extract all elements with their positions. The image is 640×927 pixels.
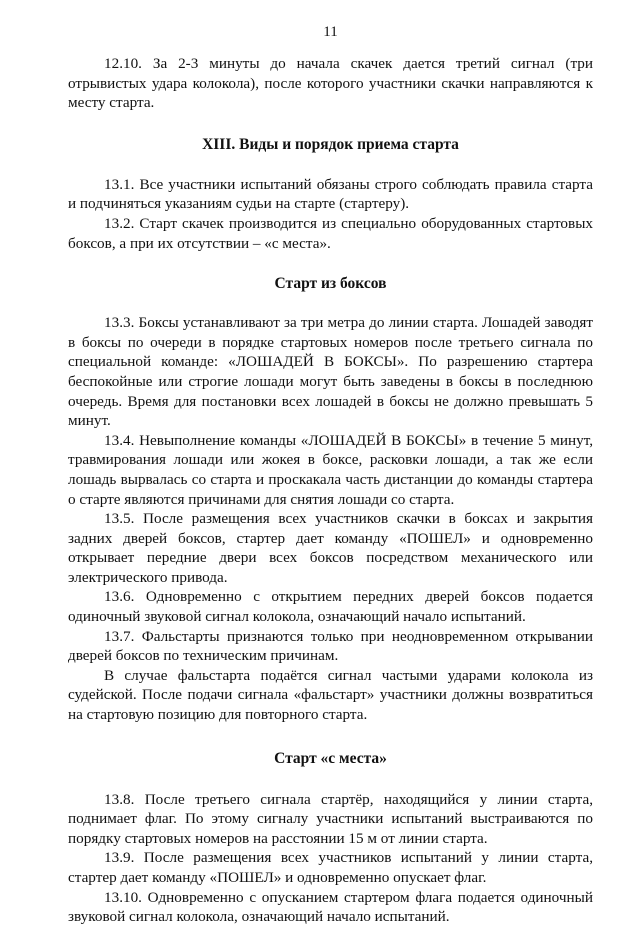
paragraph-13-7: 13.7. Фальстарты признаются только при неодновременном открывании дверей боксов по техническим причинам. xyxy=(68,627,593,665)
paragraph-13-4: 13.4. Невыполнение команды «ЛОШАДЕЙ В БОКСЫ» в течение 5 минут, травмирования лошади или жокея в боксе, расковки лошади, а так же если лошадь вырвалась со старта и проскакала часть дистанции до команды стартера о старте являются причинами для снятия лошади со старта. xyxy=(68,431,593,508)
paragraph-false-start: В случае фальстарта подаётся сигнал частыми ударами колокола из судейской. После подачи сигнала «фальстарт» участники должны возвратиться на стартовую позицию для повторного старта. xyxy=(68,666,593,724)
paragraph-13-9: 13.9. После размещения всех участников испытаний у линии старта, стартер дает команду «ПОШЕЛ» и одновременно опускает флаг. xyxy=(68,849,593,886)
subsection-heading-standing-start: Старт «с места» xyxy=(274,749,387,767)
paragraph-13-10: 13.10. Одновременно с опусканием стартером флага подается одиночный звуковой сигнал колокола, означающий начало испытаний. xyxy=(68,888,593,926)
paragraph-13-2: 13.2. Старт скачек производится из специально оборудованных стартовых боксов, а при их отсутствии – «с места». xyxy=(68,214,593,252)
page-number: 11 xyxy=(323,24,338,40)
section-heading: XIII. Виды и порядок приема старта xyxy=(202,135,459,153)
paragraph-12-10: 12.10. За 2-3 минуты до начала скачек дается третий сигнал (три отрывистых удара колокола), после которого участники скачки направляются к месту старта. xyxy=(68,55,593,112)
paragraph-13-1: 13.1. Все участники испытаний обязаны строго соблюдать правила старта и подчиняться указаниям судьи на старте (стартеру). xyxy=(68,175,593,213)
paragraph-13-3: 13.3. Боксы устанавливают за три метра до линии старта. Лошадей заводят в боксы по очереди в порядке стартовых номеров после третьего сигнала по специальной команде: «ЛОШАДЕЙ В БОКСЫ». По разрешению стартера беспокойные или строгие лошади могут быть заведены в боксы в последнюю очередь. Время для постановки всех лошадей в боксы не должно превышать 5 минут. xyxy=(68,314,593,430)
paragraph-13-6: 13.6. Одновременно с открытием передних дверей боксов подается одиночный звуковой сигнал колокола, означающий начало испытаний. xyxy=(68,588,593,626)
subsection-heading-boxes: Старт из боксов xyxy=(274,275,387,293)
paragraph-13-8: 13.8. После третьего сигнала стартёр, находящийся у линии старта, поднимает флаг. По этому сигналу участники испытаний выстраиваются по порядку стартовых номеров на расстоянии 15 м от линии старта. xyxy=(68,790,593,847)
paragraph-13-5: 13.5. После размещения всех участников скачки в боксах и закрытия задних дверей боксов, стартер дает команду «ПОШЕЛ» и одновременно открывает передние двери всех боксов посредством механического или электрического привода. xyxy=(68,510,593,586)
